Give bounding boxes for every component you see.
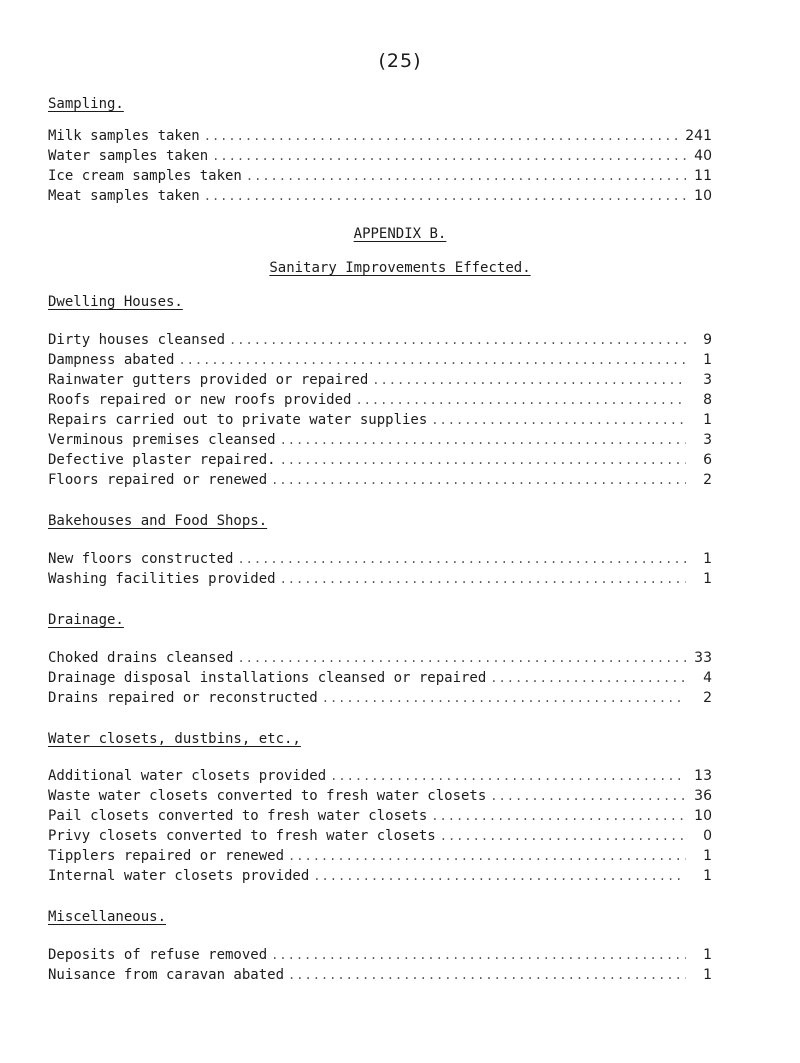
row-value: 10 [694, 188, 712, 204]
row-label: Water samples taken [48, 148, 209, 164]
row-label: Rainwater gutters provided or repaired [48, 372, 369, 388]
row-value: 241 [685, 128, 712, 144]
row-label: Choked drains cleansed [48, 650, 234, 666]
water-closets-heading: Water closets, dustbins, etc., [48, 731, 301, 747]
row-label: Drains repaired or reconstructed [48, 690, 318, 706]
table-row [48, 472, 712, 490]
row-label: Washing facilities provided [48, 571, 276, 587]
table-row [48, 808, 712, 826]
row-label: Repairs carried out to private water supplies [48, 412, 428, 428]
row-label: Drainage disposal installations cleansed or repaired [48, 670, 487, 686]
row-value: 10 [694, 808, 712, 824]
row-label: Additional water closets provided [48, 768, 327, 784]
table-row [48, 828, 712, 846]
row-value: 1 [703, 352, 712, 368]
sampling-heading: Sampling. [48, 96, 124, 112]
row-label: Roofs repaired or new roofs provided [48, 392, 352, 408]
row-value: 1 [703, 868, 712, 884]
row-value: 1 [703, 947, 712, 963]
drainage-heading: Drainage. [48, 612, 124, 628]
row-value: 1 [703, 967, 712, 983]
row-value: 36 [694, 788, 712, 804]
row-label: Deposits of refuse removed [48, 947, 268, 963]
table-row [48, 650, 712, 668]
table-row [48, 690, 712, 708]
table-row [48, 188, 712, 206]
miscellaneous-heading: Miscellaneous. [48, 909, 167, 925]
row-label: Floors repaired or renewed [48, 472, 268, 488]
table-row [48, 128, 712, 146]
row-label: Dampness abated [48, 352, 175, 368]
bakehouses-heading: Bakehouses and Food Shops. [48, 513, 268, 529]
row-value: 33 [694, 650, 712, 666]
row-label: Milk samples taken [48, 128, 200, 144]
row-label: Pail closets converted to fresh water closets [48, 808, 428, 824]
row-label: Meat samples taken [48, 188, 200, 204]
table-row [48, 848, 712, 866]
table-row [48, 148, 712, 166]
table-row [48, 372, 712, 390]
table-row [48, 967, 712, 985]
row-value: 2 [703, 690, 712, 706]
row-label: Privy closets converted to fresh water closets [48, 828, 436, 844]
table-row [48, 571, 712, 589]
table-row [48, 868, 712, 886]
row-value: 11 [694, 168, 712, 184]
row-label: Tipplers repaired or renewed [48, 848, 285, 864]
row-value: 1 [703, 412, 712, 428]
row-value: 40 [694, 148, 712, 164]
row-value: 1 [703, 551, 712, 567]
table-row [48, 412, 712, 430]
appendix-subtitle: Sanitary Improvements Effected. [269, 260, 531, 276]
table-row [48, 392, 712, 410]
appendix-title: APPENDIX B. [353, 226, 447, 242]
row-value: 9 [703, 332, 712, 348]
table-row [48, 168, 712, 186]
row-value: 0 [703, 828, 712, 844]
row-label: Verminous premises cleansed [48, 432, 276, 448]
table-row [48, 452, 712, 470]
row-value: 8 [703, 392, 712, 408]
row-label: Defective plaster repaired. [48, 452, 276, 468]
row-value: 3 [703, 372, 712, 388]
table-row [48, 432, 712, 450]
table-row [48, 670, 712, 688]
row-label: Waste water closets converted to fresh water closets [48, 788, 487, 804]
row-label: Ice cream samples taken [48, 168, 242, 184]
table-row [48, 551, 712, 569]
row-label: Nuisance from caravan abated [48, 967, 285, 983]
row-value: 6 [703, 452, 712, 468]
row-value: 4 [703, 670, 712, 686]
row-value: 13 [694, 768, 712, 784]
table-row [48, 332, 712, 350]
row-label: New floors constructed [48, 551, 234, 567]
page-number: (25) [378, 50, 422, 72]
table-row [48, 788, 712, 806]
row-value: 3 [703, 432, 712, 448]
table-row [48, 352, 712, 370]
table-row [48, 768, 712, 786]
row-value: 1 [703, 571, 712, 587]
row-value: 2 [703, 472, 712, 488]
row-value: 1 [703, 848, 712, 864]
row-label: Dirty houses cleansed [48, 332, 226, 348]
row-label: Internal water closets provided [48, 868, 310, 884]
dwelling-heading: Dwelling Houses. [48, 294, 183, 310]
table-row [48, 947, 712, 965]
